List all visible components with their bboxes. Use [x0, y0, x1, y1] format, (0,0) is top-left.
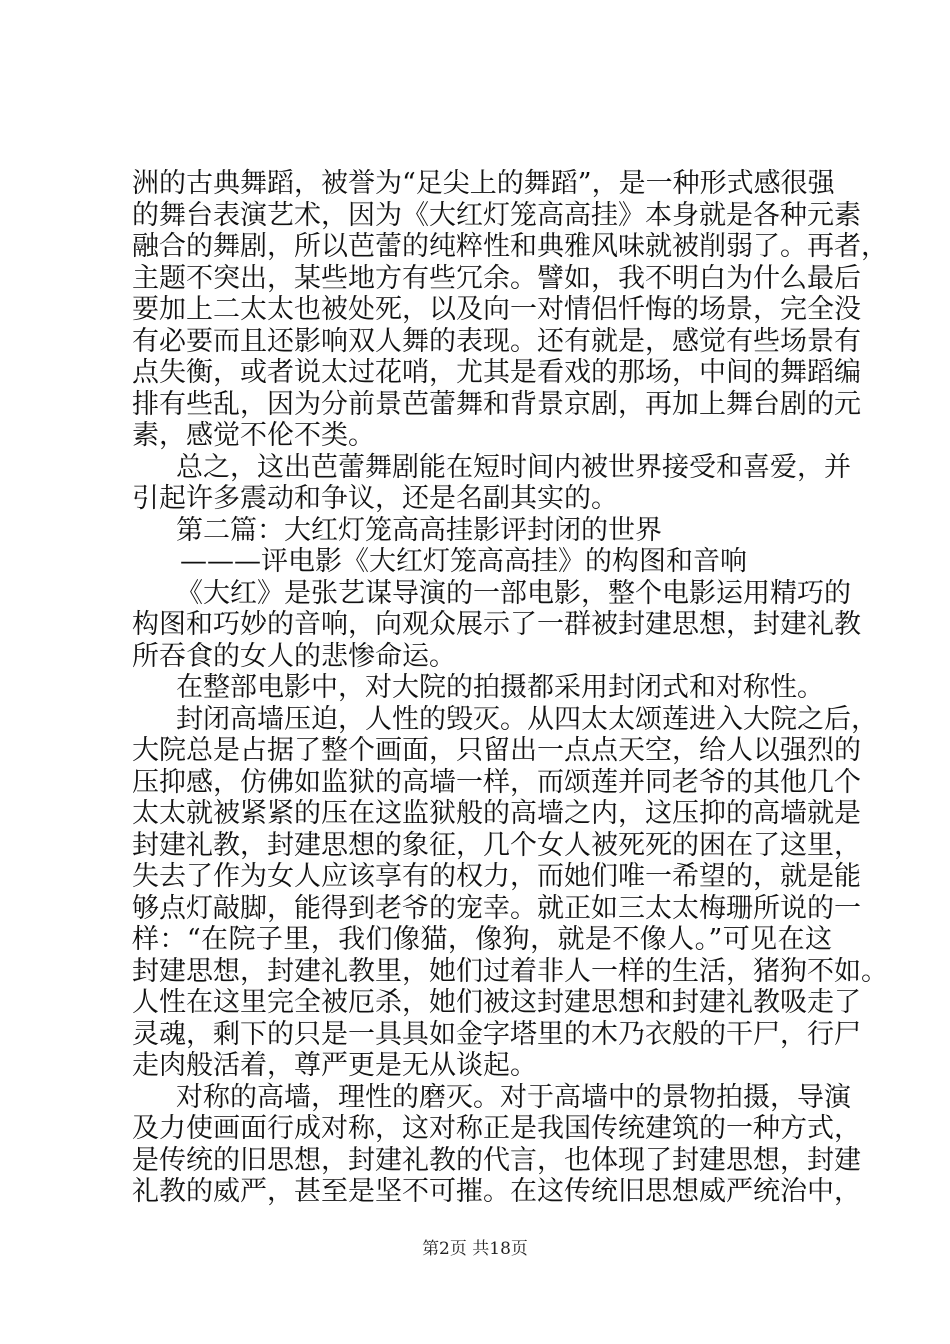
- body-line: 引起许多震动和争议，还是名副其实的。: [132, 483, 618, 514]
- section-heading: 第二篇：大红灯笼高高挂影评封闭的世界: [176, 514, 662, 546]
- body-line: 总之，这出芭蕾舞剧能在短时间内被世界接受和喜爱，并: [176, 451, 851, 483]
- body-line: 要加上二太太也被处死，以及向一对情侣忏悔的场景，完全没: [132, 294, 861, 325]
- body-line: 够点灯敲脚，能得到老爷的宠幸。就正如三太太梅珊所说的一: [132, 892, 861, 924]
- body-line: 及力使画面行成对称，这对称正是我国传统建筑的一种方式，: [132, 1113, 861, 1144]
- body-line: 封建思想，封建礼教里，她们过着非人一样的生活，猪狗不如。: [132, 955, 888, 987]
- body-line: 失去了作为女人应该享有的权力，而她们唯一希望的，就是能: [132, 861, 861, 892]
- body-line: 点失衡，或者说太过花哨，尤其是看戏的那场，中间的舞蹈编: [132, 357, 861, 388]
- body-line: 人性在这里完全被厄杀，她们被这封建思想和封建礼教吸走了: [132, 987, 861, 1018]
- body-line: 走肉般活着，尊严更是无从谈起。: [132, 1050, 537, 1081]
- body-line: 是传统的旧思想，封建礼教的代言，也体现了封建思想，封建: [132, 1144, 861, 1176]
- body-line: 洲的古典舞蹈，被誉为“足尖上的舞蹈”，是一种形式感很强: [132, 168, 835, 199]
- body-line: 排有些乱，因为分前景芭蕾舞和背景京剧，再加上舞台剧的元: [132, 388, 861, 420]
- body-line: 封闭高墙压迫，人性的毁灭。从四太太颂莲进入大院之后，: [176, 703, 878, 735]
- section-subheading: ———评电影《大红灯笼高高挂》的构图和音响: [180, 546, 747, 577]
- body-line: 压抑感，仿佛如监狱的高墙一样，而颂莲并同老爷的其他几个: [132, 766, 861, 798]
- body-line: 太太就被紧紧的压在这监狱般的高墙之内，这压抑的高墙就是: [132, 798, 861, 829]
- body-line: 《大红》是张艺谋导演的一部电影，整个电影运用精巧的: [176, 577, 851, 609]
- body-line: 样：“在院子里，我们像猫，像狗，就是不像人。”可见在这: [132, 924, 832, 955]
- body-line: 灵魂，剩下的只是一具具如金字塔里的木乃衣般的干尸，行尸: [132, 1018, 861, 1050]
- body-line: 主题不突出，某些地方有些冗余。譬如，我不明白为什么最后: [132, 262, 861, 294]
- body-line: 构图和巧妙的音响，向观众展示了一群被封建思想，封建礼教: [132, 609, 861, 640]
- body-line: 对称的高墙，理性的磨灭。对于高墙中的景物拍摄，导演: [176, 1081, 851, 1113]
- body-line: 在整部电影中，对大院的拍摄都采用封闭式和对称性。: [176, 672, 824, 703]
- body-line: 有必要而且还影响双人舞的表现。还有就是，感觉有些场景有: [132, 325, 861, 357]
- body-line: 礼教的威严，甚至是坚不可摧。在这传统旧思想威严统治中，: [132, 1176, 861, 1207]
- body-line: 素，感觉不伦不类。: [132, 420, 375, 451]
- body-line: 大院总是占据了整个画面，只留出一点点天空，给人以强烈的: [132, 735, 861, 766]
- body-line: 的舞台表演艺术，因为《大红灯笼高高挂》本身就是各种元素: [132, 199, 861, 231]
- body-line: 封建礼教，封建思想的象征，几个女人被死死的困在了这里，: [132, 829, 861, 861]
- page-footer: 第2页 共18页: [422, 1239, 528, 1259]
- body-line: 所吞食的女人的悲惨命运。: [132, 640, 456, 672]
- body-line: 融合的舞剧，所以芭蕾的纯粹性和典雅风味就被削弱了。再者，: [132, 231, 888, 262]
